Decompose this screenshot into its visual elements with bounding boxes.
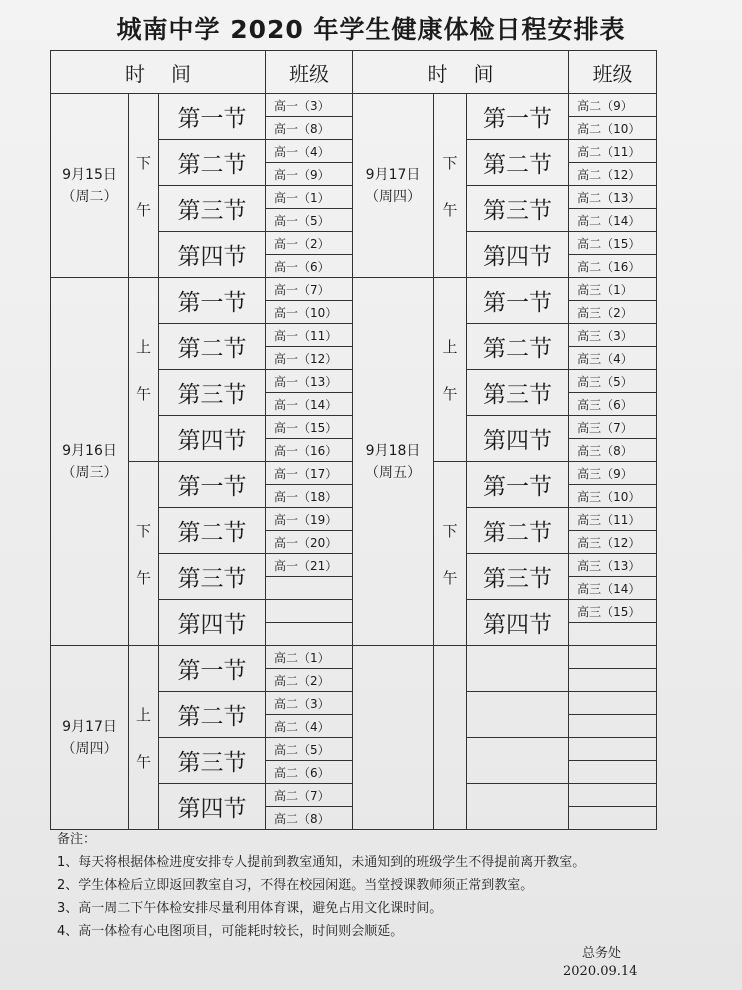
class-cell: 高二（10） xyxy=(569,117,657,140)
class-cell: 高二（9） xyxy=(569,94,657,117)
period-cell: 第四节 xyxy=(159,232,266,278)
class-cell xyxy=(569,807,657,830)
period-cell: 第二节 xyxy=(467,508,569,554)
period-cell: 第一节 xyxy=(159,646,266,692)
class-cell xyxy=(569,669,657,692)
page-title: 城南中学 2020 年学生健康体检日程安排表 xyxy=(116,15,626,44)
class-cell: 高一（2） xyxy=(266,232,353,255)
period-cell: 第三节 xyxy=(159,738,266,784)
class-cell: 高一（12） xyxy=(266,347,353,370)
note-item-2: 2、学生体检后立即返回教室自习，不得在校园闲逛。当堂授课教师须正常到教室。 xyxy=(57,878,534,893)
class-cell: 高二（12） xyxy=(569,163,657,186)
class-cell: 高二（16） xyxy=(569,255,657,278)
class-cell: 高二（3） xyxy=(266,692,353,715)
class-cell: 高一（3） xyxy=(266,94,353,117)
class-cell: 高一（1） xyxy=(266,186,353,209)
class-cell: 高一（18） xyxy=(266,485,353,508)
date-cell: 9月17日 （周四） xyxy=(353,94,434,278)
class-cell: 高一（16） xyxy=(266,439,353,462)
class-cell xyxy=(569,784,657,807)
class-cell xyxy=(569,623,657,646)
class-cell: 高三（3） xyxy=(569,324,657,347)
period-cell: 第一节 xyxy=(467,278,569,324)
period-cell: 第一节 xyxy=(159,462,266,508)
period-cell: 第四节 xyxy=(159,600,266,646)
class-cell xyxy=(569,646,657,669)
class-cell: 高三（11） xyxy=(569,508,657,531)
class-cell: 高二（5） xyxy=(266,738,353,761)
ampm-cell: 上 午 xyxy=(434,278,467,462)
class-cell: 高二（1） xyxy=(266,646,353,669)
header-time-right: 时间 xyxy=(353,51,569,94)
date-cell: 9月16日 （周三） xyxy=(51,278,129,646)
notes-section xyxy=(57,828,585,943)
period-cell xyxy=(467,692,569,738)
ampm-cell xyxy=(434,646,467,830)
class-cell: 高一（9） xyxy=(266,163,353,186)
period-cell: 第四节 xyxy=(159,416,266,462)
class-cell: 高二（6） xyxy=(266,761,353,784)
class-cell: 高二（4） xyxy=(266,715,353,738)
period-cell xyxy=(467,784,569,830)
class-cell: 高三（8） xyxy=(569,439,657,462)
period-cell: 第一节 xyxy=(159,278,266,324)
class-cell: 高一（13） xyxy=(266,370,353,393)
note-item-1: 1、每天将根据体检进度安排专人提前到教室通知，未通知到的班级学生不得提前离开教室。 xyxy=(57,855,586,870)
period-cell: 第三节 xyxy=(159,554,266,600)
class-cell xyxy=(569,738,657,761)
class-cell xyxy=(569,692,657,715)
ampm-cell: 下 午 xyxy=(434,94,467,278)
signature-department: 总务处 xyxy=(582,946,622,961)
class-cell: 高一（4） xyxy=(266,140,353,163)
period-cell: 第二节 xyxy=(159,140,266,186)
class-cell: 高一（17） xyxy=(266,462,353,485)
ampm-cell: 下 午 xyxy=(129,462,159,646)
class-cell: 高三（15） xyxy=(569,600,657,623)
period-cell: 第一节 xyxy=(467,462,569,508)
class-cell: 高一（14） xyxy=(266,393,353,416)
period-cell: 第四节 xyxy=(159,784,266,830)
class-cell: 高三（7） xyxy=(569,416,657,439)
class-cell: 高三（4） xyxy=(569,347,657,370)
class-cell xyxy=(266,623,353,646)
note-item-4: 4、高一体检有心电图项目，可能耗时较长，时间则会顺延。 xyxy=(57,924,404,939)
class-cell: 高二（13） xyxy=(569,186,657,209)
class-cell: 高二（11） xyxy=(569,140,657,163)
period-cell: 第四节 xyxy=(467,600,569,646)
ampm-cell: 下 午 xyxy=(129,94,159,278)
period-cell: 第二节 xyxy=(159,692,266,738)
class-cell xyxy=(569,761,657,784)
class-cell: 高一（5） xyxy=(266,209,353,232)
class-cell: 高一（10） xyxy=(266,301,353,324)
class-cell: 高三（12） xyxy=(569,531,657,554)
period-cell: 第三节 xyxy=(159,370,266,416)
ampm-cell: 上 午 xyxy=(129,278,159,462)
note-item-3: 3、高一周二下午体检安排尽量利用体育课，避免占用文化课时间。 xyxy=(57,901,443,916)
period-cell xyxy=(467,646,569,692)
header-class: 班级 xyxy=(266,51,353,94)
schedule-table xyxy=(50,50,657,830)
class-cell: 高三（14） xyxy=(569,577,657,600)
class-cell: 高三（1） xyxy=(569,278,657,301)
period-cell: 第一节 xyxy=(159,94,266,140)
class-cell: 高一（6） xyxy=(266,255,353,278)
date-cell: 9月18日 （周五） xyxy=(353,278,434,646)
period-cell: 第二节 xyxy=(467,140,569,186)
class-cell: 高三（13） xyxy=(569,554,657,577)
period-cell: 第四节 xyxy=(467,416,569,462)
class-cell: 高二（15） xyxy=(569,232,657,255)
period-cell: 第一节 xyxy=(467,94,569,140)
ampm-cell: 下 午 xyxy=(434,462,467,646)
date-cell xyxy=(353,646,434,830)
class-cell: 高二（2） xyxy=(266,669,353,692)
class-cell: 高二（8） xyxy=(266,807,353,830)
period-cell: 第四节 xyxy=(467,232,569,278)
class-cell: 高二（14） xyxy=(569,209,657,232)
class-cell: 高三（9） xyxy=(569,462,657,485)
class-cell: 高一（11） xyxy=(266,324,353,347)
ampm-cell: 上 午 xyxy=(129,646,159,830)
signature-date: 2020.09.14 xyxy=(563,964,638,979)
period-cell: 第三节 xyxy=(467,370,569,416)
class-cell: 高一（15） xyxy=(266,416,353,439)
class-cell xyxy=(266,600,353,623)
class-cell: 高三（5） xyxy=(569,370,657,393)
class-cell: 高三（10） xyxy=(569,485,657,508)
period-cell: 第二节 xyxy=(159,324,266,370)
header-time: 时间 xyxy=(51,51,266,94)
period-cell: 第三节 xyxy=(159,186,266,232)
class-cell: 高一（7） xyxy=(266,278,353,301)
period-cell: 第二节 xyxy=(159,508,266,554)
period-cell: 第三节 xyxy=(467,554,569,600)
class-cell: 高三（6） xyxy=(569,393,657,416)
class-cell: 高三（2） xyxy=(569,301,657,324)
header-class-right: 班级 xyxy=(569,51,657,94)
period-cell: 第二节 xyxy=(467,324,569,370)
class-cell: 高一（20） xyxy=(266,531,353,554)
class-cell xyxy=(266,577,353,600)
date-cell: 9月17日 （周四） xyxy=(51,646,129,830)
class-cell: 高一（21） xyxy=(266,554,353,577)
period-cell xyxy=(467,738,569,784)
class-cell: 高一（8） xyxy=(266,117,353,140)
period-cell: 第三节 xyxy=(467,186,569,232)
date-cell: 9月15日 （周二） xyxy=(51,94,129,278)
class-cell: 高二（7） xyxy=(266,784,353,807)
class-cell: 高一（19） xyxy=(266,508,353,531)
class-cell xyxy=(569,715,657,738)
notes-label: 备注： xyxy=(57,832,97,847)
